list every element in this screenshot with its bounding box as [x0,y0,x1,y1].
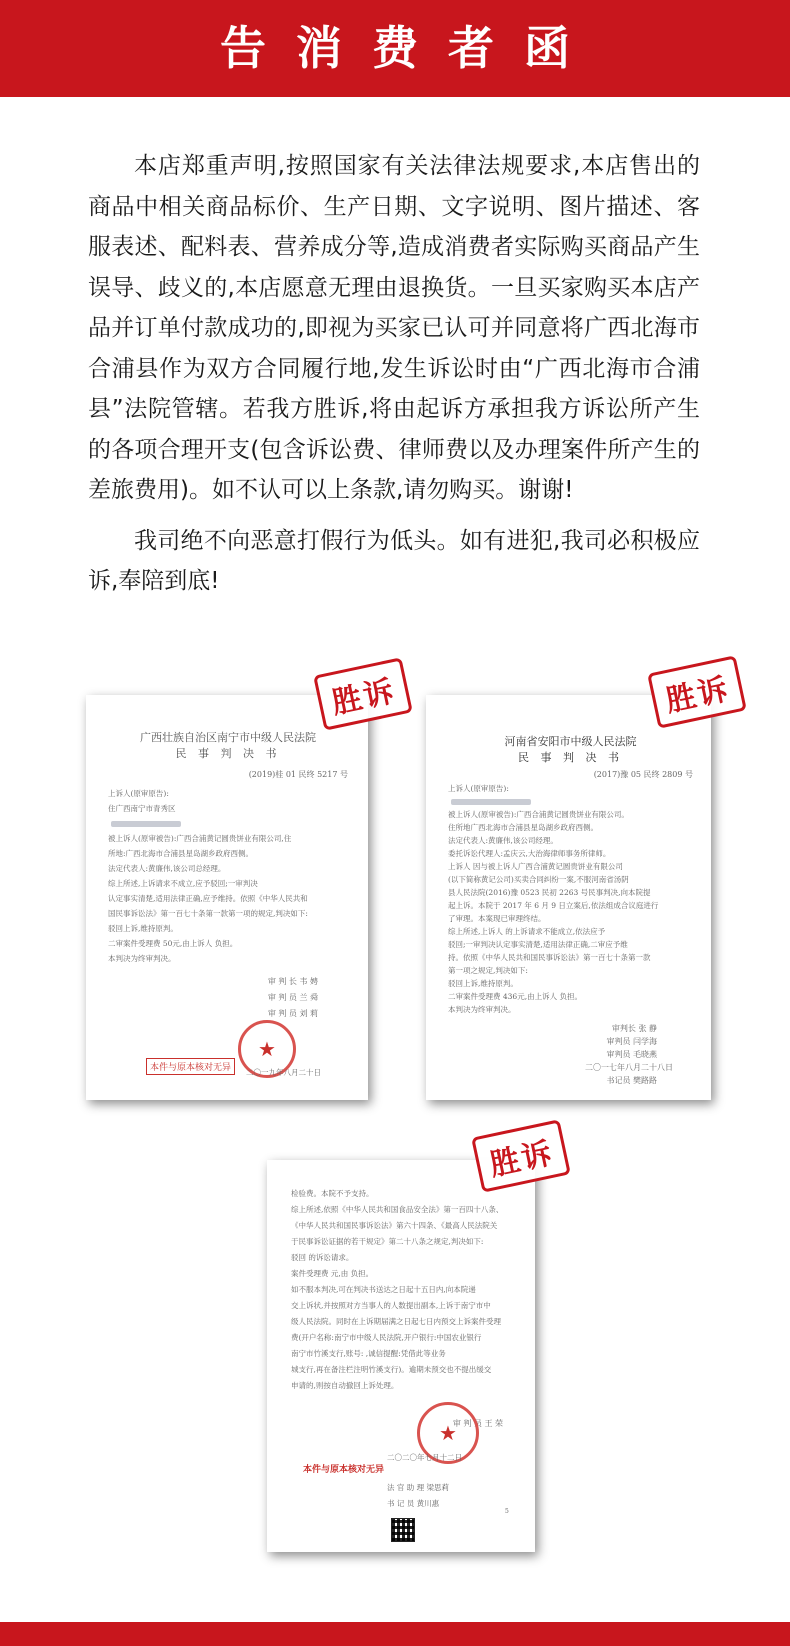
doc-line: 上诉人 因与被上诉人广西合浦黄记圆贵饼业有限公司 [448,862,623,871]
judgment-document-3 [267,1160,535,1552]
redacted-text [111,821,181,827]
clerk-signature: 书 记 员 黄川惠 [387,1499,440,1508]
doc-line: 驳回上诉,维持原判。 [448,979,518,988]
win-stamp-1: 胜诉 [313,657,413,730]
doc-line: 住所地广西北海市合浦县星岛湖乡政府西侧。 [448,823,598,832]
notice-paragraph-2: 我司绝不向恶意打假行为低头。如有进犯,我司必积极应诉,奉陪到底! [88,527,700,594]
court-name: 河南省安阳市中级人民法院 [504,735,637,748]
judgment-document-1 [86,695,368,1100]
doc-line: 于民事诉讼证据的若干规定》第二十八条之规定,判决如下: [291,1237,484,1246]
doc-line: 国民事诉讼法》第一百七十条第一款第一项的规定,判决如下: [108,909,308,918]
doc-line: 第一项之规定,判决如下: [448,966,528,975]
redacted-text [451,799,531,805]
doc-line: 上诉人(原审原告): [108,789,169,798]
doc-line: 检验费。本院不予支持。 [291,1189,374,1198]
judge-signature: 审判员 毛晓燕 [606,1050,657,1059]
doc-line: 本判决为终审判决。 [448,1005,516,1014]
win-stamp-2: 胜诉 [647,655,747,728]
doc-line: 如不服本判决,可在判决书送达之日起十五日内,向本院递 [291,1285,476,1294]
doc-line: 二审案件受理费 436元,由上诉人 负担。 [448,992,582,1001]
header-bar [0,0,790,97]
doc-line: 申请的,则按自动撤回上诉处理。 [291,1381,399,1390]
page-title: 告消费者函 [220,21,600,75]
doc-line: 案件受理费 元,由 负担。 [291,1269,374,1278]
doc-line: 所地:广西北海市合浦县星岛湖乡政府西侧。 [108,849,254,858]
judgment-date: 二〇一七年八月二十八日 [585,1063,673,1072]
doc-line: 被上诉人(原审被告):广西合浦黄记圆贵饼业有限公司。 [448,810,629,819]
doc-line: 法定代表人:黄廉伟,该公司经理。 [448,836,558,845]
doc-line: 上诉人(原审原告): [448,784,509,793]
notice-paragraph-1: 本店郑重声明,按照国家有关法律法规要求,本店售出的商品中相关商品标价、生产日期、文字说明、图片描述、客服表述、配料表、营养成分等,造成消费者实际购买商品产生误导、歧义的,本店愿意无理由退换货。一旦买家购买本店产品并订单付款成功的,即视为买家已认可并同意将广西北海市合浦县作为双方合同履行地,发生诉讼时由“广西北海市合浦县”法院管辖。若我方胜诉,将由起诉方承担我方诉讼所产生的各项合理开支(包含诉讼费、律师费以及办理案件所产生的差旅费用)。如不认可以上条款,请勿购买。谢谢! [88,153,700,503]
doc-line: 委托诉讼代理人:孟庆云,大治海律师事务所律师。 [448,849,611,858]
doc-line: 本判决为终审判决。 [108,954,176,963]
doc-line: 综上所述,依照《中华人民共和国食品安全法》第一百四十八条、 [291,1205,504,1214]
doc-line: 驳回 的诉讼请求。 [291,1253,354,1262]
judge-signature: 审 判 员 刘 莉 [267,1009,318,1018]
qr-code-icon [391,1518,415,1542]
judge-signature: 审 判 员 王 荣 [452,1419,503,1428]
doc-line: 持。依照《中华人民共和国民事诉讼法》第一百七十条第一款 [448,953,651,962]
doc-line: 县人民法院(2016)豫 0523 民初 2263 号民事判决,向本院提 [448,888,651,897]
document-type: 民 事 判 决 书 [175,747,281,760]
doc-line: 费(开户名称:南宁市中级人民法院,开户银行:中国农业银行 [291,1333,482,1342]
win-stamp-3: 胜诉 [471,1119,571,1192]
case-number: (2017)豫 05 民终 2809 号 [593,770,693,779]
assistant-signature: 法 官 助 理 梁思莉 [387,1483,450,1492]
judgment-date: 二〇二〇年七月十二日 [387,1453,462,1462]
doc-line: 驳回;一审判决认定事实清楚,适用法律正确,二审应予维 [448,940,628,949]
copy-verification-mark: 本件与原本核对无异 [303,1465,385,1475]
court-name: 广西壮族自治区南宁市中级人民法院 [140,731,316,744]
clerk-signature: 书记员 樊路路 [606,1076,657,1085]
doc-line: 起上诉。本院于 2017 年 6 月 9 日立案后,依法组成合议庭进行 [448,901,659,910]
doc-line: 级人民法院。同时在上诉期届满之日起七日内预交上诉案件受理 [291,1317,501,1326]
doc-line: 认定事实清楚,适用法律正确,应予维持。依照《中华人民共和 [108,894,308,903]
judge-signature: 审 判 长 韦 娉 [267,977,318,986]
judge-signature: 审判长 张 静 [611,1024,657,1033]
judgment-document-2 [426,695,711,1100]
doc-line: 交上诉状,并按照对方当事人的人数提出副本,上诉于南宁市中 [291,1301,491,1310]
doc-line: (以下简称黄记公司)买卖合同纠纷一案,不服河南省汤阴 [448,875,629,884]
doc-line: 综上所述,上诉人 的上诉请求不能成立,依法应予 [448,927,606,936]
page-number: 5 [505,1508,509,1515]
judge-signature: 审判员 闫学海 [606,1037,657,1046]
doc-line: 住广西南宁市青秀区 [108,804,176,813]
judge-signature: 审 判 员 兰 舜 [267,993,318,1002]
doc-line: 驳回上诉,维持原判。 [108,924,178,933]
doc-line: 《中华人民共和国民事诉讼法》第六十四条、《最高人民法院关 [291,1221,498,1230]
footer-bar [0,1622,790,1646]
doc-line: 了审理。本案现已审理终结。 [448,914,546,923]
doc-line: 综上所述,上诉请求不成立,应予驳回;一审判决 [108,879,258,888]
notice-text [88,146,700,602]
doc-line: 南宁市竹溪支行,账号: ,诚信提醒:凭借此等业务 [291,1349,446,1358]
case-number: (2019)桂 01 民终 5217 号 [248,770,348,779]
judgment-date: 二〇一九年八月二十日 [246,1068,321,1077]
doc-line: 城支行,再在备注栏注明竹溪支行)。逾期未预交也不提出缓交 [291,1365,492,1374]
document-type: 民 事 判 决 书 [518,751,623,764]
doc-line: 二审案件受理费 50元,由上诉人 负担。 [108,939,238,948]
copy-verification-mark: 本件与原本核对无异 [146,1058,235,1075]
doc-line: 被上诉人(原审被告):广西合浦黄记圆贵饼业有限公司,住 [108,834,292,843]
doc-line: 法定代表人:黄廉伟,该公司总经理。 [108,864,226,873]
